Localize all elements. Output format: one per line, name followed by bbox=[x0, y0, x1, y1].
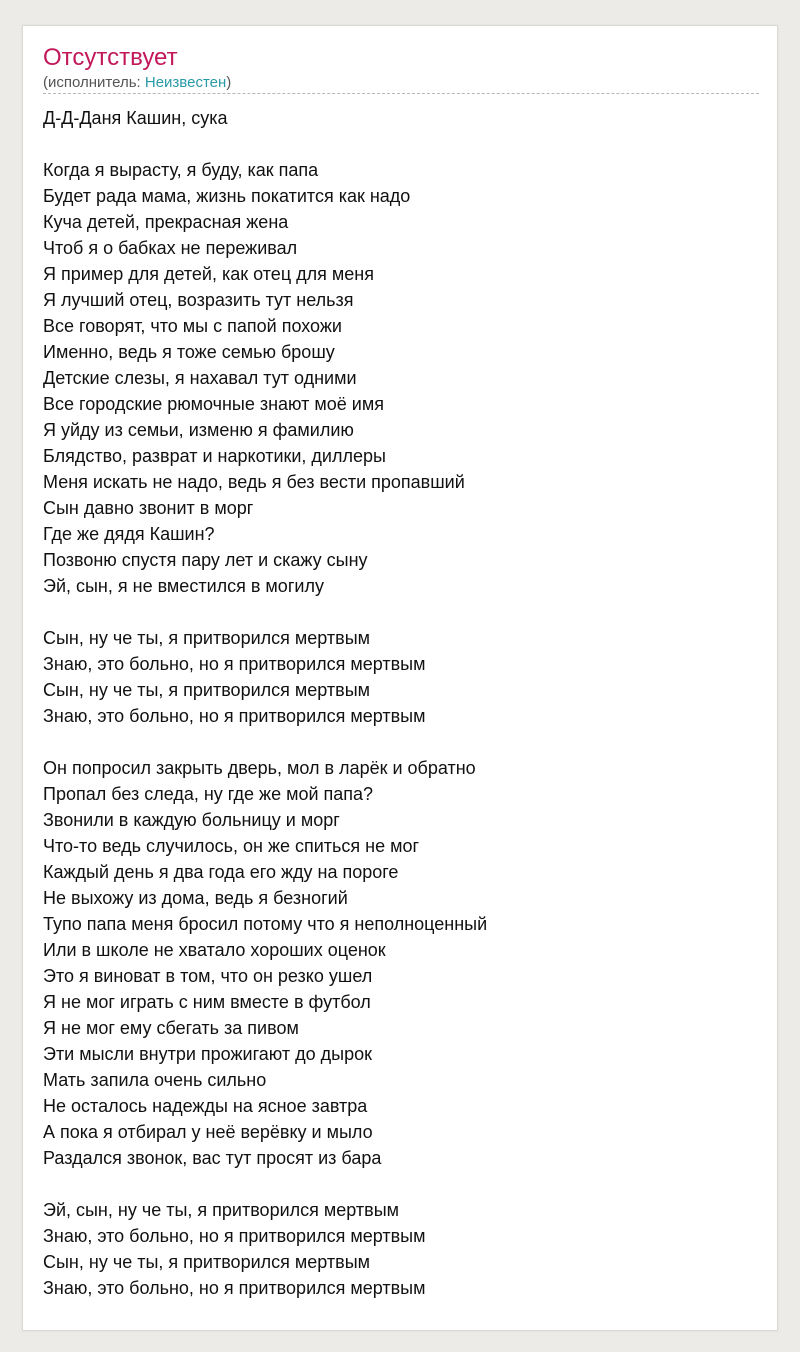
lyrics-line: Сын, ну че ты, я притворился мертвым bbox=[43, 628, 371, 648]
lyrics-line: Сын давно звонит в морг bbox=[43, 498, 254, 518]
lyrics-line: Не осталось надежды на ясное завтра bbox=[43, 1096, 368, 1116]
lyrics-line: Сын, ну че ты, я притворился мертвым bbox=[43, 680, 371, 700]
lyrics-line: Позвоню спустя пару лет и скажу сыну bbox=[43, 550, 368, 570]
lyrics-line: А пока я отбирал у неё верёвку и мыло bbox=[43, 1122, 373, 1142]
lyrics-line: Пропал без следа, ну где же мой папа? bbox=[43, 784, 374, 804]
lyrics-line: Когда я вырасту, я буду, как папа bbox=[43, 160, 319, 180]
lyrics-line: Эти мысли внутри прожигают до дырок bbox=[43, 1044, 372, 1064]
artist-prefix: (исполнитель: bbox=[43, 74, 145, 91]
lyrics-line: Д-Д-Даня Кашин, сука bbox=[43, 108, 228, 128]
lyrics-line: Мать запила очень сильно bbox=[43, 1070, 267, 1090]
lyrics-line: Блядство, разврат и наркотики, диллеры bbox=[43, 446, 386, 466]
song-title: Отсутствует bbox=[43, 44, 178, 71]
lyrics-line: Эй, сын, я не вместился в могилу bbox=[43, 576, 324, 596]
lyrics-line: Знаю, это больно, но я притворился мертвым bbox=[43, 654, 426, 674]
lyrics-line: Знаю, это больно, но я притворился мертвым bbox=[43, 1226, 426, 1246]
lyrics-line: Именно, ведь я тоже семью брошу bbox=[43, 342, 335, 362]
lyrics-line: Я не мог играть с ним вместе в футбол bbox=[43, 992, 371, 1012]
lyrics-line: Меня искать не надо, ведь я без вести пропавший bbox=[43, 472, 465, 492]
header-divider bbox=[43, 93, 759, 94]
lyrics-blank-line bbox=[43, 599, 759, 625]
lyrics-line: Сын, ну че ты, я притворился мертвым bbox=[43, 1252, 371, 1272]
lyrics-line: Раздался звонок, вас тут просят из бара bbox=[43, 1148, 382, 1168]
lyrics-line: Детские слезы, я нахавал тут одними bbox=[43, 368, 357, 388]
artist-line bbox=[43, 74, 231, 92]
lyrics-line: Я пример для детей, как отец для меня bbox=[43, 264, 374, 284]
lyrics-line: Или в школе не хватало хороших оценок bbox=[43, 940, 386, 960]
lyrics-line: Это я виноват в том, что он резко ушел bbox=[43, 966, 373, 986]
lyrics-line: Тупо папа меня бросил потому что я неполноценный bbox=[43, 914, 488, 934]
lyrics-line: Все городские рюмочные знают моё имя bbox=[43, 394, 384, 414]
lyrics-line: Звонили в каждую больницу и морг bbox=[43, 810, 340, 830]
lyrics-line: Знаю, это больно, но я притворился мертвым bbox=[43, 706, 426, 726]
lyrics-line: Будет рада мама, жизнь покатится как надо bbox=[43, 186, 411, 206]
lyrics-line: Я уйду из семьи, изменю я фамилию bbox=[43, 420, 354, 440]
lyrics-blank-line bbox=[43, 729, 759, 755]
lyrics-line: Чтоб я о бабках не переживал bbox=[43, 238, 298, 258]
lyrics-line: Что-то ведь случилось, он же спиться не мог bbox=[43, 836, 420, 856]
artist-link[interactable]: Неизвестен bbox=[144, 74, 227, 91]
lyrics-line: Где же дядя Кашин? bbox=[43, 524, 215, 544]
lyrics-card bbox=[22, 25, 778, 1331]
lyrics-blank-line bbox=[43, 131, 759, 157]
lyrics-line: Эй, сын, ну че ты, я притворился мертвым bbox=[43, 1200, 400, 1220]
lyrics-line: Каждый день я два года его жду на пороге bbox=[43, 862, 399, 882]
lyrics-line: Все говорят, что мы с папой похожи bbox=[43, 316, 342, 336]
lyrics-line: Он попросил закрыть дверь, мол в ларёк и обратно bbox=[43, 758, 476, 778]
lyrics-text bbox=[43, 105, 759, 1301]
lyrics-line: Я не мог ему сбегать за пивом bbox=[43, 1018, 299, 1038]
lyrics-line: Куча детей, прекрасная жена bbox=[43, 212, 289, 232]
lyrics-line: Знаю, это больно, но я притворился мертвым bbox=[43, 1278, 426, 1298]
lyrics-blank-line bbox=[43, 1171, 759, 1197]
artist-suffix: ) bbox=[226, 74, 232, 91]
lyrics-line: Я лучший отец, возразить тут нельзя bbox=[43, 290, 354, 310]
lyrics-line: Не выхожу из дома, ведь я безногий bbox=[43, 888, 348, 908]
